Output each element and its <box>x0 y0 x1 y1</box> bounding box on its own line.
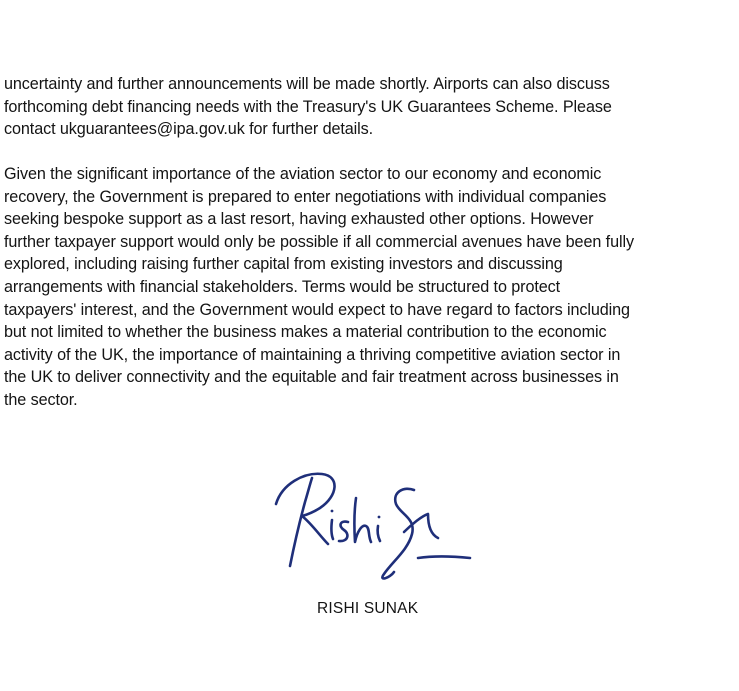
paragraph-line: arrangements with financial stakeholders. Terms would be structured to protect <box>4 277 561 296</box>
paragraph-line: the sector. <box>4 390 78 409</box>
paragraph-line: contact ukguarantees@ipa.gov.uk for further details. <box>4 120 374 139</box>
paragraph-line: Given the significant importance of the aviation sector to our economy and economic <box>4 165 602 183</box>
paragraph-line: explored, including raising further capital from existing investors and discussing <box>4 255 563 274</box>
paragraph-line: seeking bespoke support as a last resort, having exhausted other options. However <box>4 210 594 229</box>
paragraph-line: forthcoming debt financing needs with the Treasury's UK Guarantees Scheme. Please <box>4 97 612 116</box>
paragraph-line: the UK to deliver connectivity and the equitable and fair treatment across businesses in <box>4 368 619 387</box>
paragraph-line: uncertainty and further announcements will be made shortly. Airports can also discuss <box>4 75 610 93</box>
paragraph-2 <box>4 163 732 412</box>
handwritten-signature <box>268 462 478 580</box>
paragraph-line: activity of the UK, the importance of maintaining a thriving competitive aviation sector in <box>4 345 621 364</box>
paragraph-line: further taxpayer support would only be possible if all commercial avenues have been fully <box>4 232 634 251</box>
paragraph-1 <box>4 73 732 141</box>
paragraph-line: taxpayers' interest, and the Government would expect to have regard to factors including <box>4 300 630 319</box>
signatory-name: RISHI SUNAK <box>317 600 419 617</box>
paragraph-line: recovery, the Government is prepared to enter negotiations with individual companies <box>4 187 607 206</box>
paragraph-line: but not limited to whether the business makes a material contribution to the economic <box>4 323 607 342</box>
